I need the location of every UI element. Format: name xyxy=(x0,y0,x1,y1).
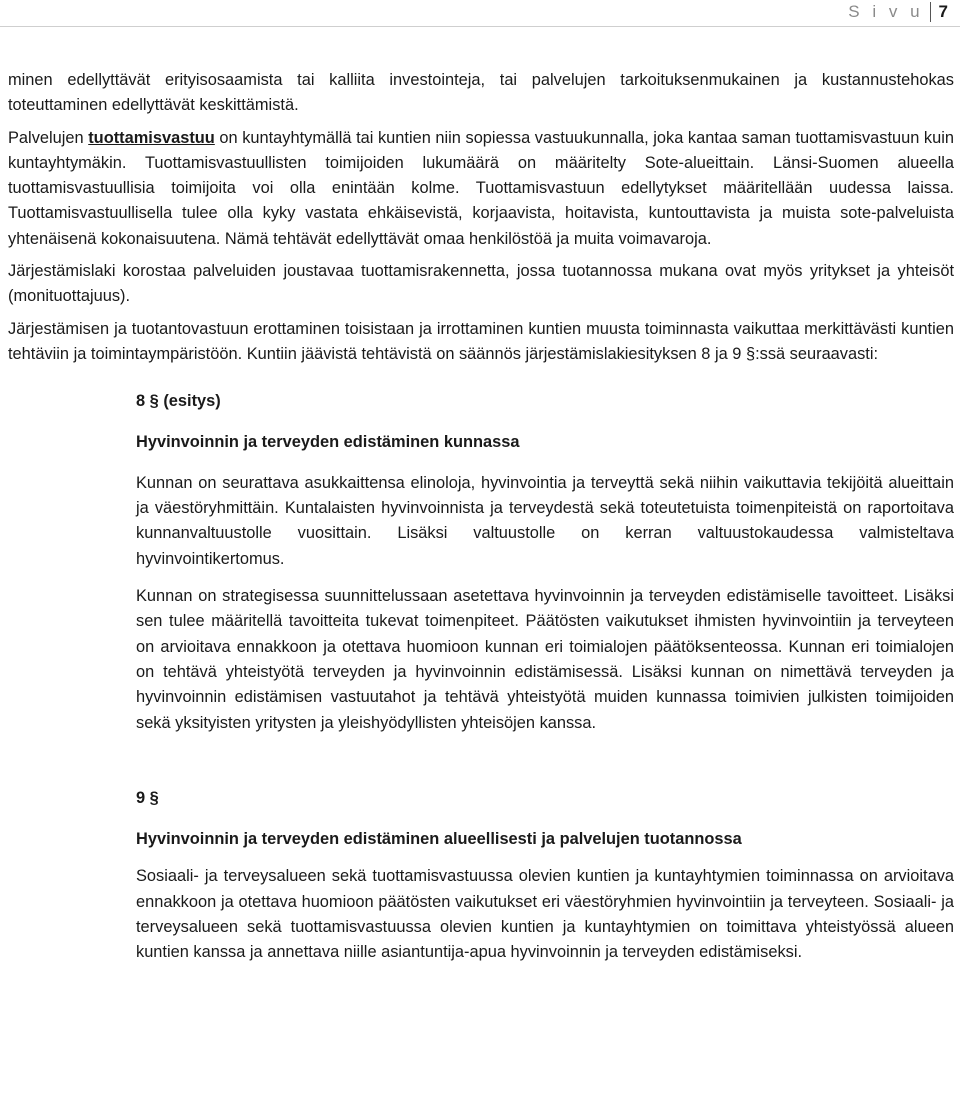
paragraph-erottaminen: Järjestämisen ja tuotantovastuun erottaminen toisistaan ja irrottaminen kuntien muusta toiminnasta vaikuttaa merkittävästi kuntien tehtäviin ja toimintaympäristöön. Kuntiin jäävistä tehtävistä on säännös järjestämislakiesityksen 8 ja 9 §:ssä seuraavasti: xyxy=(8,319,954,363)
document-body xyxy=(8,68,954,966)
paragraph-text-start: Palvelujen xyxy=(8,128,89,147)
section-8-number: 8 § (esitys) xyxy=(136,392,221,411)
section-8-paragraph-1: Kunnan on seurattava asukkaittensa elinoloja, hyvinvointia ja terveyttä sekä niihin vaikuttavia tekijöitä alueittain ja väestöryhmittäin. Kuntalaisten hyvinvoinnista ja terveydestä sekä toteutetuista toimenpiteistä on raportoitava kunnanvaltuustolle vuosittain. Lisäksi valtuustolle on kerran valtuustokaudessa valmisteltava hyvinvointikertomus. xyxy=(136,473,954,568)
page-number: 7 xyxy=(938,2,948,21)
section-8-title: Hyvinvoinnin ja terveyden edistäminen kunnassa xyxy=(136,432,520,451)
page-number-separator xyxy=(930,2,931,22)
paragraph-jarjestamislaki: Järjestämislaki korostaa palveluiden joustavaa tuottamisrakennetta, jossa tuotannossa mukana ovat myös yritykset ja yhteisöt (monituottajuus). xyxy=(8,262,954,306)
page-number-block xyxy=(848,2,948,22)
paragraph-continuation: minen edellyttävät erityisosaamista tai kalliita investointeja, tai palvelujen tarkoituksenmukainen ja kustannustehokas toteuttaminen edellyttävät keskittämistä. xyxy=(8,71,954,115)
section-9-title: Hyvinvoinnin ja terveyden edistäminen alueellisesti ja palvelujen tuotannossa xyxy=(136,830,742,849)
law-section-9 xyxy=(136,786,954,966)
law-section-8 xyxy=(136,389,954,736)
page-header xyxy=(0,0,960,27)
paragraph-text-end: on kuntayhtymällä tai kuntien niin sopiessa vastuukunnalla, joka kantaa saman tuottamisvastuun kuin kuntayhtymäkin. Tuottamisvastuullisten toimijoiden lukumäärä on määritelty Sote-alueittain. Länsi-Suomen alueella tuottamisvastuullisia toimijoita voi olla enintään kolme. Tuottamisvastuun edellytykset määritellään uudessa laissa. Tuottamisvastuullisella tulee olla kyky vastata ehkäisevistä, korjaavista, hoitavista, kuntouttavista ja muista sote-palveluista yhtenäisenä kokonaisuutena. Nämä tehtävät edellyttävät omaa henkilöstöä ja muita voimavaroja. xyxy=(8,128,954,248)
term-tuottamisvastuu: tuottamisvastuu xyxy=(88,128,215,147)
section-9-paragraph-1: Sosiaali- ja terveysalueen sekä tuottamisvastuussa olevien kuntien ja kuntayhtymien toiminnassa on arvioitava ennakkoon ja otettava huomioon päätösten vaikutukset eri väestöryhmien hyvinvointiin ja terveyteen. Sosiaali- ja terveysalueen sekä tuottamisvastuussa olevien kuntien ja kuntayhtymien on toimittava yhteistyössä alueen kuntien kanssa ja annettava niille asiantuntija-apua hyvinvoinnin ja terveyden edistämiseksi. xyxy=(136,867,954,962)
section-8-paragraph-2: Kunnan on strategisessa suunnittelussaan asetettava hyvinvoinnin ja terveyden edistämiselle tavoitteet. Lisäksi sen tulee määritellä tavoitteita tukevat toimenpiteet. Päätösten vaikutukset ihmisten hyvinvointiin ja terveyteen on arvioitava ennakkoon ja otettava huomioon kunnan eri toimialojen päätöksenteossa. Kunnan eri toimialojen on tehtävä yhteistyötä terveyden ja hyvinvoinnin edistämisessä. Lisäksi kunnan on nimettävä terveyden ja hyvinvoinnin edistämisen vastuutahot ja tehtävä yhteistyötä muiden kunnassa toimivien julkisten toimijoiden sekä yksityisten yritysten ja yleishyödyllisten yhteisöjen kanssa. xyxy=(136,587,954,732)
paragraph-tuottamisvastuu xyxy=(8,126,954,252)
section-9-number: 9 § xyxy=(136,788,159,807)
page-label: S i v u xyxy=(848,2,924,21)
